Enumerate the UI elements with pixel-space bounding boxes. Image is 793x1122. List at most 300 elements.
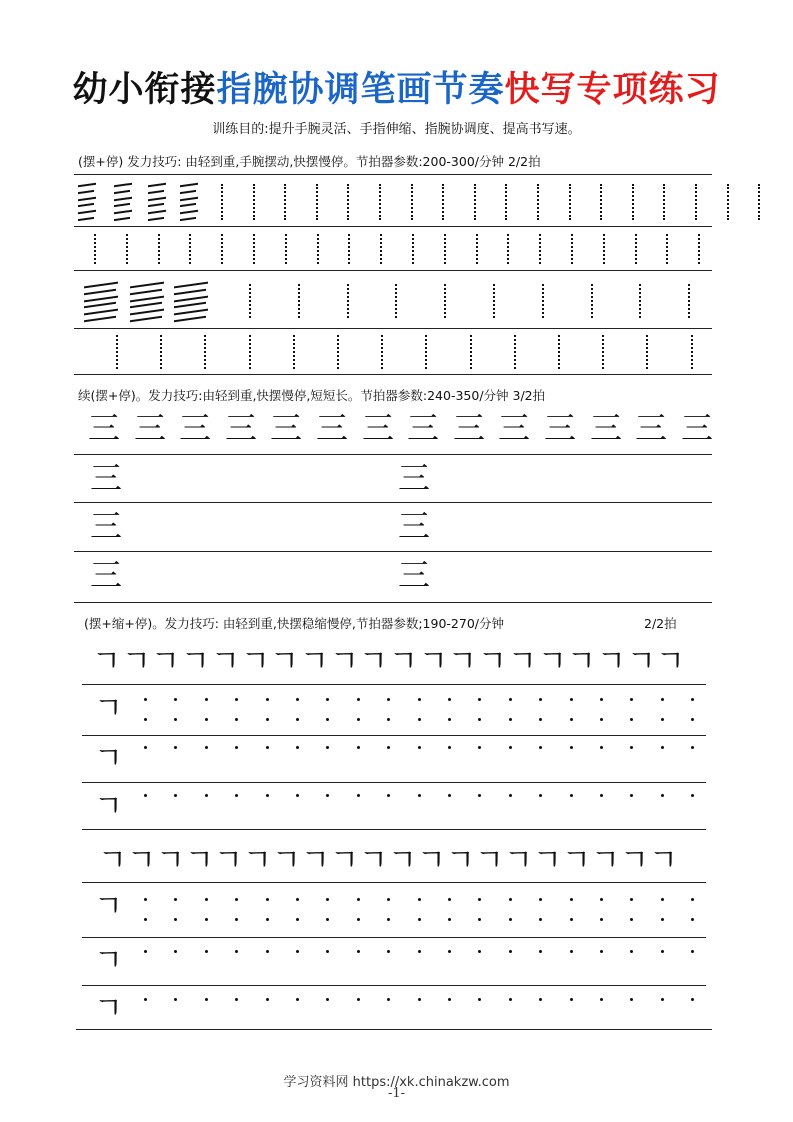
stroke-glyph: ㄱ [94, 691, 123, 726]
guide-dot [144, 718, 147, 721]
guide-dot [326, 746, 329, 749]
guide-dot [326, 918, 329, 921]
dotted-guide [412, 234, 414, 264]
glyph-row [76, 506, 712, 548]
dotted-guide [337, 335, 339, 369]
guide-dot [326, 998, 329, 1001]
guide-dot [174, 918, 177, 921]
rule-line [74, 454, 712, 455]
stroke-glyph: ㄱ [388, 843, 417, 878]
guide-dot [296, 794, 299, 797]
stroke-glyph: ㄱ [417, 843, 446, 878]
dotted-guide [395, 284, 397, 318]
guide-dot [478, 698, 481, 701]
guide-dot [144, 898, 147, 901]
guide-dot [630, 746, 633, 749]
guide-dot [235, 794, 238, 797]
practice-row [76, 278, 712, 326]
rule-line [74, 328, 712, 329]
rule-line [74, 502, 712, 503]
guide-dot [509, 746, 512, 749]
glyph-row [76, 408, 712, 452]
guide-dot [144, 918, 147, 921]
page-title [0, 62, 793, 112]
dotted-guide [603, 234, 605, 264]
dotted-guide [537, 184, 539, 220]
guide-dot [326, 698, 329, 701]
dotted-guide [444, 284, 446, 318]
stroke-glyph: 三 [590, 409, 623, 447]
guide-dot [235, 698, 238, 701]
guide-dot [357, 794, 360, 797]
guide-dot [661, 898, 664, 901]
glyph-row [76, 458, 712, 500]
stroke-glyph: 三 [407, 409, 440, 447]
guide-dot [570, 698, 573, 701]
dotted-guide [189, 234, 191, 264]
rule-line [82, 735, 706, 736]
dotted-guide [298, 284, 300, 318]
section-1-heading: (摆+停) 发力技巧: 由轻到重,手腕摆动,快摆慢停。节拍器参数:200-300/分钟 2/2拍 [78, 154, 541, 169]
dotted-guide [293, 335, 295, 369]
stroke-glyph: ㄱ [656, 644, 685, 679]
dotted-guide [380, 234, 382, 264]
stroke-glyph: ㄱ [122, 644, 151, 679]
rule-line [82, 684, 706, 685]
guide-dot [205, 718, 208, 721]
rule-line [82, 937, 706, 938]
stroke-glyph: 三 [635, 409, 668, 447]
stroke-glyph: 三 [362, 409, 395, 447]
rule-line [74, 270, 712, 271]
stroke-glyph: ㄱ [241, 644, 270, 679]
guide-dot [418, 718, 421, 721]
dotted-guide [476, 234, 478, 264]
stroke-glyph: ㄱ [185, 843, 214, 878]
dotted-guide [347, 284, 349, 318]
guide-dot [357, 950, 360, 953]
guide-dot [691, 950, 694, 953]
rule-line [74, 374, 712, 375]
dotted-guide [569, 184, 571, 220]
guide-dot [357, 918, 360, 921]
guide-dot [691, 918, 694, 921]
glyph-row [76, 844, 712, 880]
stroke-glyph: ㄱ [446, 843, 475, 878]
stroke-group [148, 184, 166, 220]
guide-dot [418, 898, 421, 901]
dot-row [76, 888, 712, 934]
dotted-guide [663, 184, 665, 220]
stroke-glyph: 三 [90, 459, 123, 497]
guide-dot [600, 950, 603, 953]
guide-dot [266, 998, 269, 1001]
dotted-guide [411, 184, 413, 220]
dotted-guide [347, 184, 349, 220]
dotted-guide [221, 234, 223, 264]
guide-dot [478, 718, 481, 721]
dotted-guide [116, 335, 118, 369]
guide-dot [418, 746, 421, 749]
stroke-group [78, 184, 96, 220]
stroke-glyph: ㄱ [272, 843, 301, 878]
stroke-glyph: 三 [134, 409, 167, 447]
section-3-beat: 2/2拍 [644, 616, 677, 631]
guide-dot [478, 746, 481, 749]
guide-dot [235, 746, 238, 749]
guide-dot [418, 918, 421, 921]
dotted-guide [316, 184, 318, 220]
stroke-glyph: ㄱ [627, 644, 656, 679]
dotted-guide [507, 234, 509, 264]
guide-dot [478, 918, 481, 921]
dotted-guide [204, 335, 206, 369]
guide-dot [539, 746, 542, 749]
guide-dot [174, 718, 177, 721]
guide-dot [570, 746, 573, 749]
dot-row [76, 942, 712, 982]
stroke-glyph: ㄱ [94, 943, 123, 978]
dotted-guide [542, 284, 544, 318]
stroke-glyph: ㄱ [92, 644, 121, 679]
stroke-group [130, 284, 164, 320]
stroke-glyph: ㄱ [151, 644, 180, 679]
guide-dot [205, 918, 208, 921]
stroke-glyph: ㄱ [478, 644, 507, 679]
stroke-group [180, 184, 198, 220]
dot-row [76, 690, 712, 734]
rule-line [82, 985, 706, 986]
stroke-glyph: ㄱ [243, 843, 272, 878]
stroke-glyph: 三 [681, 409, 714, 447]
guide-dot [509, 794, 512, 797]
guide-dot [235, 918, 238, 921]
guide-dot [174, 950, 177, 953]
guide-dot [235, 718, 238, 721]
stroke-glyph: ㄱ [301, 843, 330, 878]
guide-dot [387, 794, 390, 797]
guide-dot [630, 698, 633, 701]
guide-dot [357, 718, 360, 721]
dotted-guide [158, 234, 160, 264]
guide-dot [478, 898, 481, 901]
dotted-guide [284, 184, 286, 220]
dotted-guide [160, 335, 162, 369]
guide-dot [448, 918, 451, 921]
glyph-row [76, 645, 712, 683]
stroke-glyph: 三 [90, 507, 123, 545]
guide-dot [630, 718, 633, 721]
dotted-guide [691, 335, 693, 369]
guide-dot [357, 698, 360, 701]
guide-dot [387, 898, 390, 901]
guide-dot [600, 998, 603, 1001]
guide-dot [478, 998, 481, 1001]
stroke-group [174, 284, 208, 320]
guide-dot [509, 698, 512, 701]
guide-dot [326, 794, 329, 797]
guide-dot [691, 698, 694, 701]
dotted-guide [249, 284, 251, 318]
guide-dot [539, 898, 542, 901]
guide-dot [600, 718, 603, 721]
stroke-glyph: 三 [316, 409, 349, 447]
practice-row [76, 178, 712, 226]
guide-dot [448, 998, 451, 1001]
dot-row [76, 788, 712, 828]
section-3-heading: (摆+缩+停)。发力技巧: 由轻到重,快摆稳缩慢停,节拍器参数;190-270/分钟 [84, 616, 504, 631]
stroke-glyph: ㄱ [94, 789, 123, 824]
rule-line [82, 782, 706, 783]
guide-dot [570, 918, 573, 921]
stroke-glyph: 三 [398, 459, 431, 497]
stroke-glyph: ㄱ [597, 644, 626, 679]
guide-dot [570, 794, 573, 797]
guide-dot [418, 998, 421, 1001]
dotted-guide [727, 184, 729, 220]
stroke-glyph: ㄱ [419, 644, 448, 679]
guide-dot [205, 698, 208, 701]
guide-dot [691, 718, 694, 721]
guide-dot [630, 794, 633, 797]
guide-dot [205, 998, 208, 1001]
guide-dot [570, 950, 573, 953]
dot-row [76, 740, 712, 780]
guide-dot [174, 898, 177, 901]
guide-dot [326, 950, 329, 953]
stroke-glyph: 三 [179, 409, 212, 447]
dotted-guide [698, 234, 700, 264]
guide-dot [266, 718, 269, 721]
guide-dot [266, 746, 269, 749]
title-part-1: 幼小衔接 [72, 69, 217, 110]
guide-dot [387, 746, 390, 749]
guide-dot [691, 746, 694, 749]
guide-dot [205, 746, 208, 749]
guide-dot [296, 918, 299, 921]
guide-dot [144, 998, 147, 1001]
guide-dot [630, 918, 633, 921]
guide-dot [326, 718, 329, 721]
stroke-glyph: ㄱ [620, 843, 649, 878]
dotted-guide [600, 184, 602, 220]
guide-dot [448, 698, 451, 701]
guide-dot [266, 950, 269, 953]
dotted-guide [639, 284, 641, 318]
guide-dot [661, 918, 664, 921]
rule-line [82, 882, 706, 883]
stroke-glyph: 三 [398, 556, 431, 594]
guide-dot [266, 898, 269, 901]
guide-dot [448, 794, 451, 797]
stroke-glyph: 三 [498, 409, 531, 447]
rule-line [74, 226, 712, 227]
glyph-row [76, 555, 712, 599]
rule-line [74, 174, 712, 175]
dotted-guide [558, 335, 560, 369]
guide-dot [630, 898, 633, 901]
guide-dot [205, 794, 208, 797]
guide-dot [661, 794, 664, 797]
practice-row [76, 332, 712, 372]
guide-dot [387, 698, 390, 701]
stroke-glyph: ㄱ [127, 843, 156, 878]
guide-dot [357, 746, 360, 749]
guide-dot [144, 950, 147, 953]
guide-dot [296, 998, 299, 1001]
guide-dot [448, 718, 451, 721]
guide-dot [630, 950, 633, 953]
rule-line [82, 829, 706, 830]
dotted-guide [379, 184, 381, 220]
guide-dot [570, 998, 573, 1001]
guide-dot [539, 718, 542, 721]
guide-dot [174, 746, 177, 749]
guide-dot [144, 794, 147, 797]
stroke-glyph: 三 [544, 409, 577, 447]
stroke-glyph: ㄱ [508, 644, 537, 679]
dotted-guide [602, 335, 604, 369]
stroke-glyph: ㄱ [330, 843, 359, 878]
stroke-glyph: ㄱ [98, 843, 127, 878]
rule-line [74, 551, 712, 552]
guide-dot [661, 698, 664, 701]
guide-dot [205, 950, 208, 953]
guide-dot [387, 918, 390, 921]
dotted-guide [539, 234, 541, 264]
stroke-glyph: ㄱ [567, 644, 596, 679]
stroke-glyph: ㄱ [156, 843, 185, 878]
dotted-guide [444, 234, 446, 264]
dotted-guide [253, 184, 255, 220]
training-purpose: 训练目的:提升手腕灵活、手指伸缩、指腕协调度、提高书写速。 [212, 122, 581, 137]
stroke-glyph: 三 [453, 409, 486, 447]
guide-dot [205, 898, 208, 901]
dotted-guide [514, 335, 516, 369]
stroke-glyph: ㄱ [300, 644, 329, 679]
guide-dot [326, 898, 329, 901]
guide-dot [387, 718, 390, 721]
guide-dot [387, 998, 390, 1001]
guide-dot [418, 698, 421, 701]
guide-dot [509, 998, 512, 1001]
guide-dot [478, 950, 481, 953]
guide-dot [235, 950, 238, 953]
guide-dot [539, 794, 542, 797]
guide-dot [661, 718, 664, 721]
stroke-glyph: ㄱ [504, 843, 533, 878]
stroke-glyph: 三 [225, 409, 258, 447]
stroke-glyph: 三 [88, 409, 121, 447]
guide-dot [600, 918, 603, 921]
dotted-guide [493, 284, 495, 318]
dotted-guide [758, 184, 760, 220]
guide-dot [266, 698, 269, 701]
dotted-guide [317, 234, 319, 264]
guide-dot [144, 698, 147, 701]
guide-dot [448, 898, 451, 901]
guide-dot [600, 794, 603, 797]
title-part-2: 指腕协调笔画节奏 [216, 69, 505, 110]
guide-dot [509, 898, 512, 901]
guide-dot [296, 898, 299, 901]
stroke-glyph: ㄱ [211, 644, 240, 679]
stroke-glyph: ㄱ [591, 843, 620, 878]
guide-dot [661, 746, 664, 749]
page-number: -1- [387, 1086, 406, 1101]
dotted-guide [442, 184, 444, 220]
dotted-guide [474, 184, 476, 220]
dotted-guide [126, 234, 128, 264]
guide-dot [174, 998, 177, 1001]
dotted-guide [348, 234, 350, 264]
guide-dot [509, 918, 512, 921]
guide-dot [691, 998, 694, 1001]
dotted-guide [94, 234, 96, 264]
practice-row [76, 229, 712, 269]
guide-dot [661, 950, 664, 953]
stroke-glyph: ㄱ [649, 843, 678, 878]
guide-dot [509, 718, 512, 721]
stroke-group [114, 184, 132, 220]
guide-dot [418, 950, 421, 953]
guide-dot [235, 998, 238, 1001]
stroke-glyph: ㄱ [533, 843, 562, 878]
dotted-guide [571, 234, 573, 264]
guide-dot [448, 746, 451, 749]
rule-line [76, 1029, 712, 1030]
dotted-guide [470, 335, 472, 369]
guide-dot [266, 918, 269, 921]
guide-dot [296, 718, 299, 721]
stroke-glyph: ㄱ [330, 644, 359, 679]
guide-dot [418, 794, 421, 797]
dotted-guide [591, 284, 593, 318]
stroke-glyph: ㄱ [181, 644, 210, 679]
guide-dot [539, 950, 542, 953]
guide-dot [357, 998, 360, 1001]
stroke-glyph: ㄱ [94, 991, 123, 1026]
dotted-guide [695, 184, 697, 220]
guide-dot [235, 898, 238, 901]
guide-dot [570, 718, 573, 721]
stroke-glyph: ㄱ [359, 843, 388, 878]
dotted-guide [646, 335, 648, 369]
guide-dot [174, 794, 177, 797]
guide-dot [691, 794, 694, 797]
stroke-glyph: 三 [398, 507, 431, 545]
stroke-glyph: ㄱ [562, 843, 591, 878]
guide-dot [661, 998, 664, 1001]
guide-dot [570, 898, 573, 901]
dotted-guide [635, 234, 637, 264]
stroke-glyph: 三 [90, 556, 123, 594]
guide-dot [296, 746, 299, 749]
footer-source: 学习资料网 https://xk.chinakzw.com [283, 1075, 510, 1090]
dotted-guide [688, 284, 690, 318]
section-2-heading: 续(摆+停)。发力技巧:由轻到重,快摆慢停,短短长。节拍器参数:240-350/分钟 3/2拍 [78, 388, 546, 403]
dotted-guide [632, 184, 634, 220]
stroke-glyph: ㄱ [94, 741, 123, 776]
stroke-glyph: ㄱ [538, 644, 567, 679]
guide-dot [296, 950, 299, 953]
stroke-glyph: ㄱ [94, 889, 123, 924]
stroke-glyph: ㄱ [359, 644, 388, 679]
guide-dot [387, 950, 390, 953]
guide-dot [296, 698, 299, 701]
stroke-glyph: ㄱ [270, 644, 299, 679]
guide-dot [266, 794, 269, 797]
